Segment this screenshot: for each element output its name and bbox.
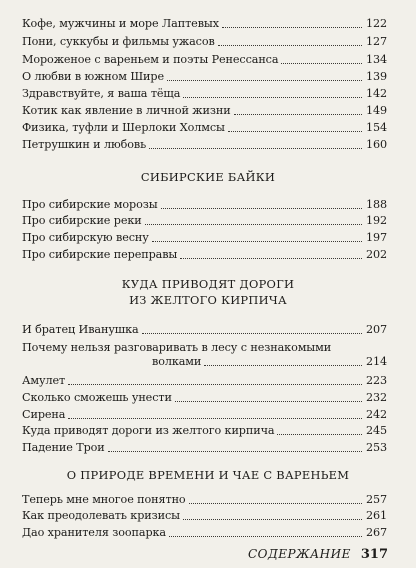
dot-leader	[149, 148, 362, 149]
dot-leader	[68, 418, 362, 419]
toc-entry-title: Падение Трои	[22, 441, 105, 454]
toc-entry[interactable]	[22, 341, 387, 369]
toc-entry[interactable]	[22, 53, 387, 67]
toc-entry-page: 223	[365, 374, 387, 387]
toc-entry-page: 197	[365, 231, 387, 244]
toc-entry-title-line2: волками	[152, 355, 202, 368]
toc-entry-title: Здравствуйте, я ваша тёща	[22, 87, 181, 100]
toc-entry-page: 202	[365, 248, 387, 261]
toc-entry[interactable]	[22, 198, 387, 212]
dot-leader	[183, 519, 362, 520]
toc-entry[interactable]	[22, 121, 387, 135]
toc-entry-page: 245	[365, 424, 387, 437]
toc-entry-title: Почему нельзя разговаривать в лесу с незнакомыми	[22, 341, 332, 354]
toc-entry-page: 214	[365, 355, 387, 368]
toc-entry-title: И братец Иванушка	[22, 323, 139, 336]
toc-entry[interactable]	[22, 104, 387, 118]
toc-entry[interactable]	[22, 391, 387, 405]
section-heading: СИБИРСКИЕ БАЙКИ	[140, 170, 276, 184]
dot-leader	[68, 384, 362, 385]
toc-entry-page: 134	[365, 53, 387, 66]
toc-entry-title: Пони, суккубы и фильмы ужасов	[22, 35, 215, 48]
toc-entry[interactable]	[22, 214, 387, 228]
dot-leader	[189, 503, 362, 504]
dot-leader	[145, 224, 362, 225]
dot-leader	[167, 80, 362, 81]
dot-leader	[281, 63, 362, 64]
toc-entry-title: Петрушкин и любовь	[22, 138, 147, 151]
toc-entry-page: 257	[365, 493, 387, 506]
toc-entry-page: 242	[365, 408, 387, 421]
toc-entry[interactable]	[22, 248, 387, 262]
dot-leader	[161, 208, 362, 209]
section-heading: КУДА ПРИВОДЯТ ДОРОГИ	[121, 277, 295, 291]
toc-entry-page: 154	[365, 121, 387, 134]
toc-entry[interactable]	[22, 526, 387, 540]
toc-entry[interactable]	[22, 441, 387, 455]
dot-leader	[175, 401, 362, 402]
toc-entry[interactable]	[22, 374, 387, 388]
toc-entry-title: Мороженое с вареньем и поэты Ренессанса	[22, 53, 279, 66]
toc-entry[interactable]	[22, 509, 387, 523]
toc-entry-page: 122	[365, 17, 387, 30]
toc-entry-page: 149	[365, 104, 387, 117]
toc-entry-title: Куда приводят дороги из желтого кирпича	[22, 424, 275, 437]
dot-leader	[169, 536, 362, 537]
dot-leader	[180, 258, 362, 259]
toc-entry-title: Теперь мне многое понятно	[22, 493, 186, 506]
toc-entry[interactable]	[22, 138, 387, 152]
dot-leader	[218, 45, 362, 46]
toc-entry-title: Про сибирскую весну	[22, 231, 149, 244]
section-heading-continued: ИЗ ЖЕЛТОГО КИРПИЧА	[129, 293, 287, 307]
toc-entry[interactable]	[22, 35, 387, 49]
toc-entry-page: 142	[365, 87, 387, 100]
toc-entry[interactable]	[22, 70, 387, 84]
toc-entry-title: Кофе, мужчины и море Лаптевых	[22, 17, 219, 30]
dot-leader	[277, 434, 362, 435]
toc-entry-title: Физика, туфли и Шерлоки Холмсы	[22, 121, 225, 134]
toc-entry-page: 232	[365, 391, 387, 404]
toc-entry-page: 139	[365, 70, 387, 83]
toc-entry-page: 188	[365, 198, 387, 211]
page-footer	[248, 547, 388, 562]
dot-leader	[228, 131, 362, 132]
toc-entry[interactable]	[22, 231, 387, 245]
toc-entry[interactable]	[22, 408, 387, 422]
toc-entry[interactable]	[22, 493, 387, 507]
toc-entry-title: Про сибирские переправы	[22, 248, 178, 261]
toc-entry-page: 160	[365, 138, 387, 151]
toc-entry-title: Сирена	[22, 408, 66, 421]
toc-entry[interactable]	[22, 17, 387, 31]
toc-entry-title: Про сибирские реки	[22, 214, 142, 227]
toc-entry-page: 267	[365, 526, 387, 539]
toc-entry-title: Сколько сможешь унести	[22, 391, 172, 404]
toc-entry-page: 192	[365, 214, 387, 227]
toc-entry-title: Амулет	[22, 374, 66, 387]
dot-leader	[152, 241, 362, 242]
toc-entry-page: 253	[365, 441, 387, 454]
toc-entry[interactable]	[22, 87, 387, 101]
running-footer-title: СОДЕРЖАНИЕ	[247, 547, 351, 561]
toc-entry-page: 261	[365, 509, 387, 522]
dot-leader	[222, 27, 362, 28]
page-number: 317	[360, 547, 388, 562]
toc-entry[interactable]	[22, 424, 387, 438]
toc-entry-title: Про сибирские морозы	[22, 198, 158, 211]
section-heading: О ПРИРОДЕ ВРЕМЕНИ И ЧАЕ С ВАРЕНЬЕМ	[66, 468, 350, 482]
toc-entry-title: О любви в южном Шире	[22, 70, 164, 83]
toc-entry-title: Как преодолевать кризисы	[22, 509, 180, 522]
toc-entry-page: 207	[365, 323, 387, 336]
toc-entry-page: 127	[365, 35, 387, 48]
dot-leader	[234, 114, 362, 115]
dot-leader	[108, 451, 362, 452]
dot-leader	[183, 97, 362, 98]
dot-leader	[142, 333, 362, 334]
toc-entry[interactable]	[22, 323, 387, 337]
toc-entry-title-continued	[22, 355, 387, 369]
toc-entry-title: Дао хранителя зоопарка	[22, 526, 166, 539]
toc-entry-title: Котик как явление в личной жизни	[22, 104, 231, 117]
dot-leader	[204, 365, 362, 366]
